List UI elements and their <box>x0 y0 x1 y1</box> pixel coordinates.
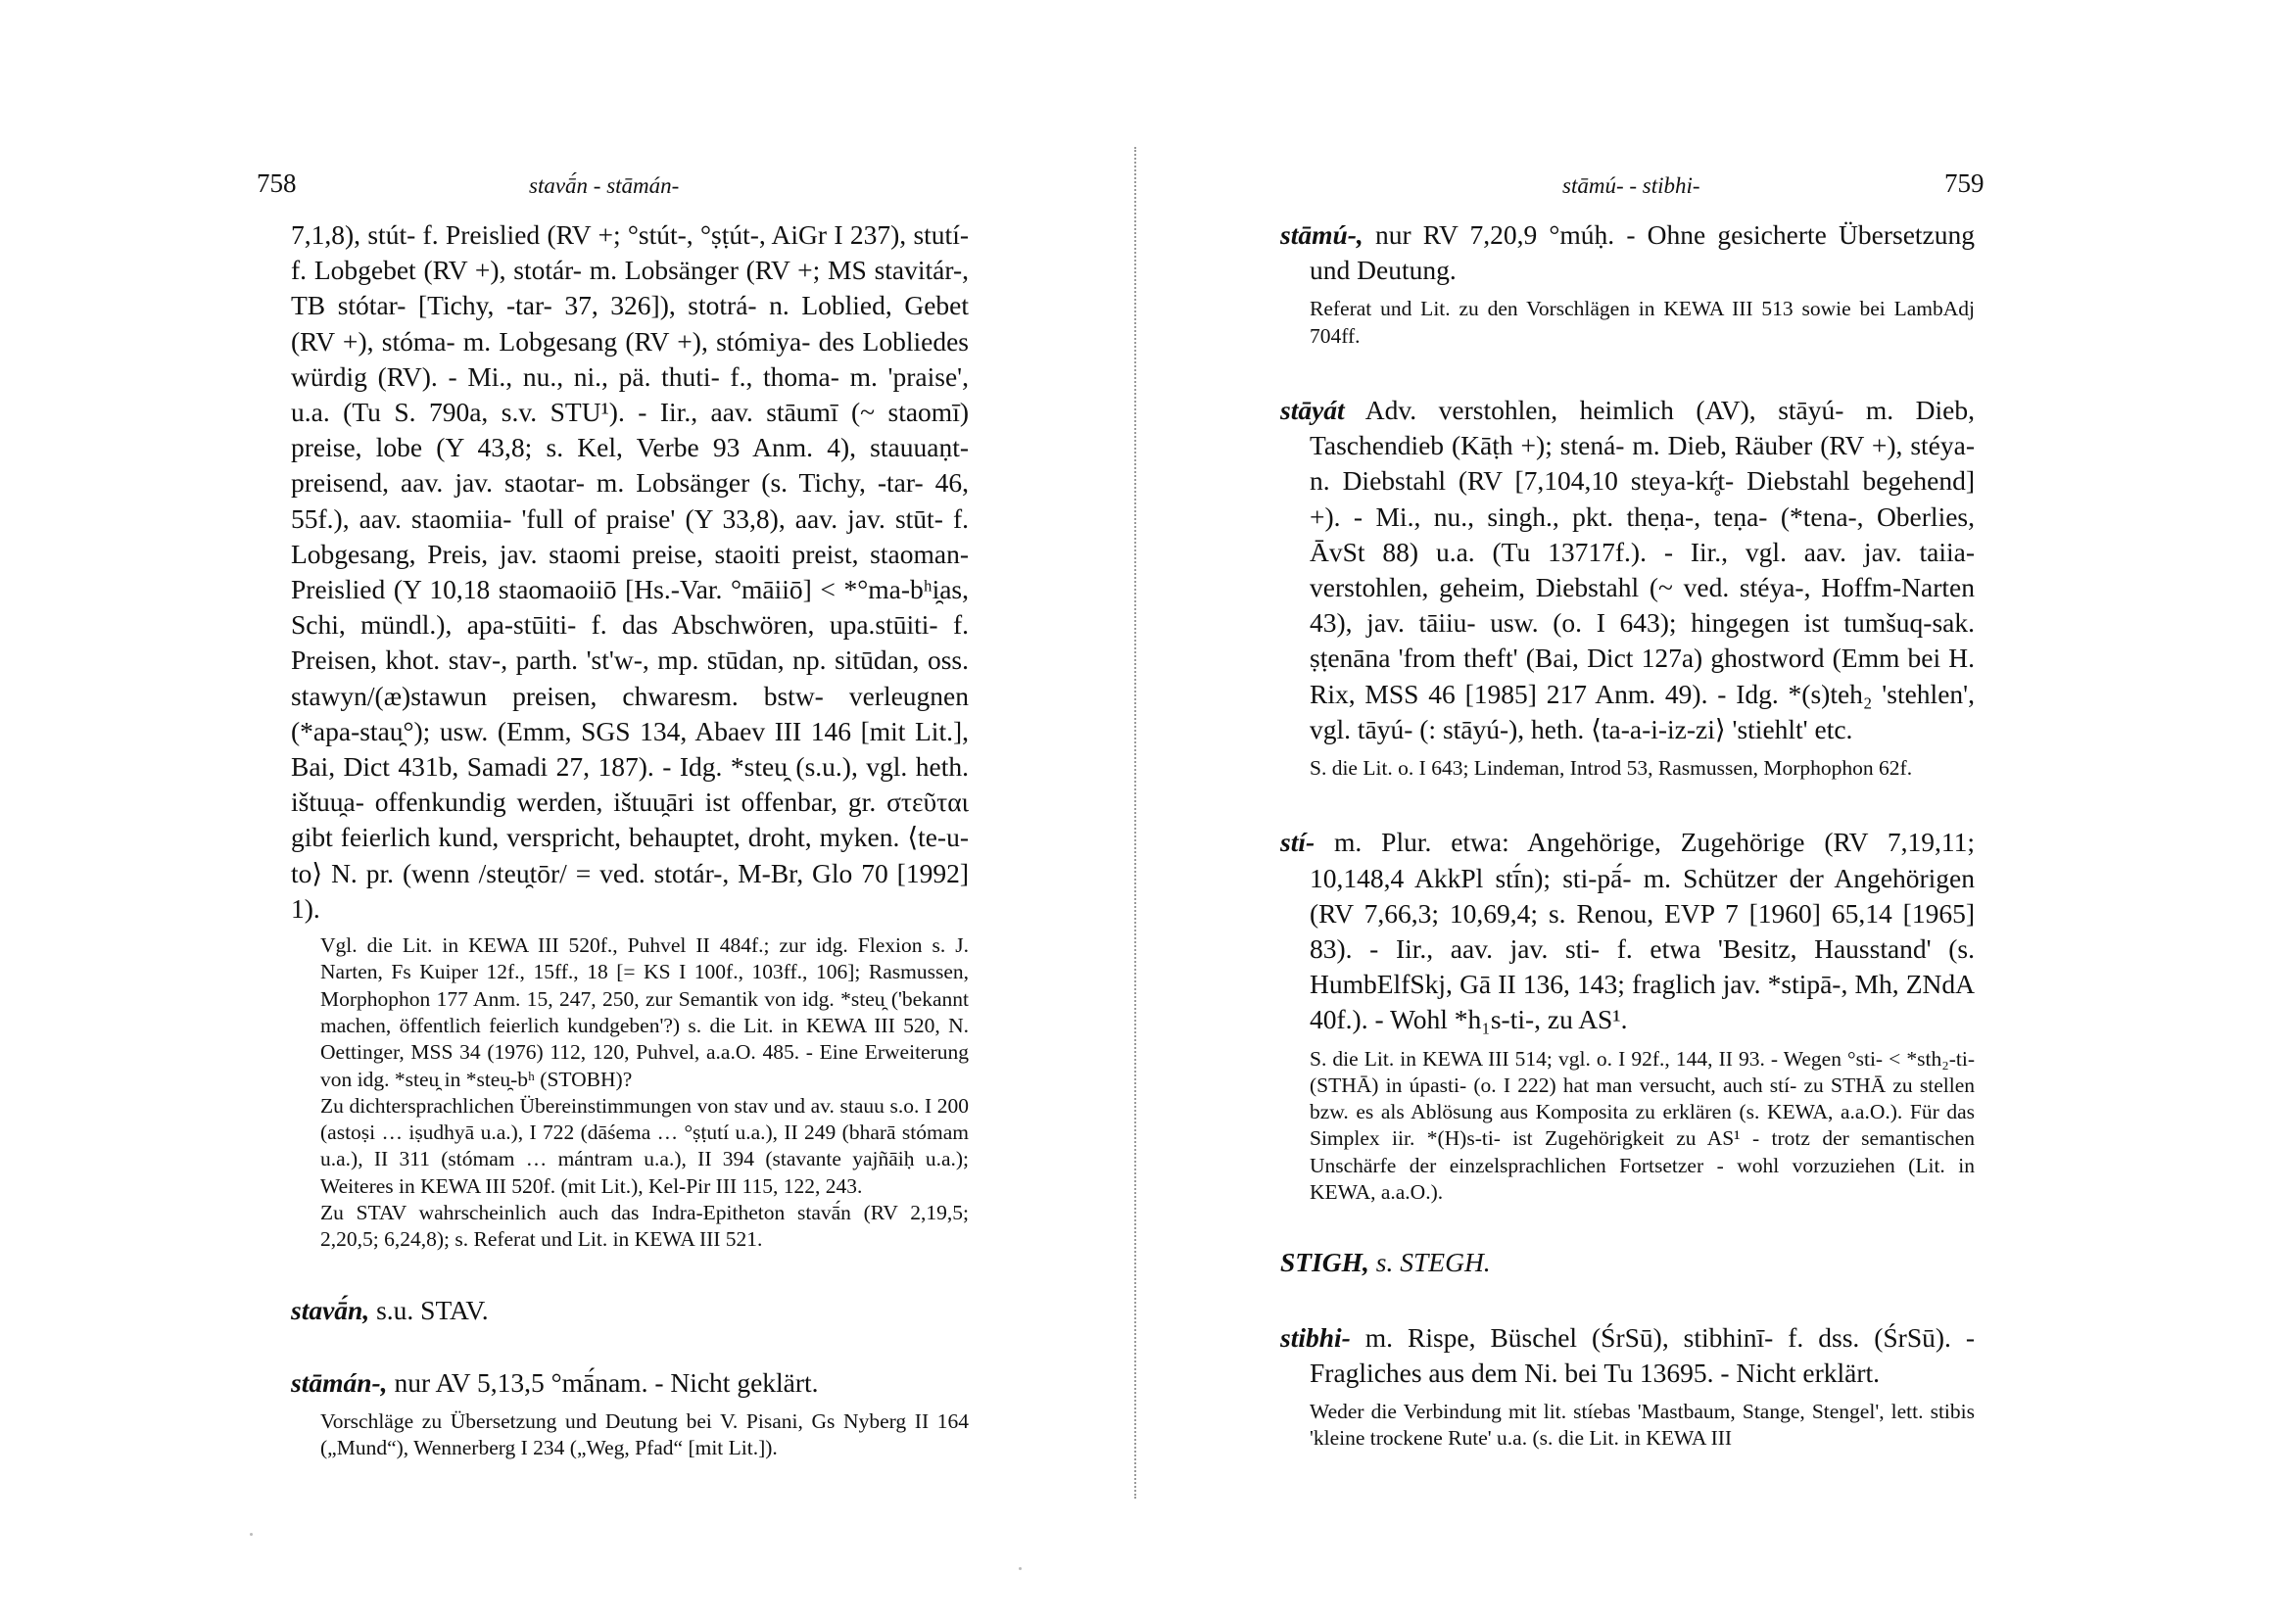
entry-headword: STIGH, <box>1280 1247 1369 1278</box>
reference-note: Zu dichtersprachlichen Übereinstimmungen von stav und av. stauu s.o. I 200 (astoṣi … iṣudhyā u.a.), I 722 (dāśema … °ṣṭutí u.a.), II 249 (bharā stómam u.a.), II 311 (stómam … mántram u.a.), II 394 (stavante yajñāiḥ u.a.); Weiteres in KEWA III 520f. (mit Lit.), Kel-Pir III 115, 122, 243. <box>320 1093 969 1198</box>
page-body <box>291 217 969 1462</box>
dictionary-entry <box>291 1365 969 1462</box>
page-number: 758 <box>257 168 297 198</box>
entry-headword: stāmán-, <box>291 1366 388 1398</box>
reference-note: S. die Lit. in KEWA III 514; vgl. o. I 92f., 144, II 93. - Wegen °sti- < *sth₂-ti- (STHĀ) in úpasti- (o. I 222) hat man versucht, auch stí- zu STHĀ zu stellen bzw. es als Ablösung aus Komposita zu erklären (s. KEWA, a.a.O.). Für das Simplex iir. *(H)s-ti- ist Zugehörigkeit zu AS¹ - trotz der semantischen Unschärfe der einzelsprachlichen Fortsetzer - wohl vorzuziehen (Lit. in KEWA, a.a.O.). <box>1310 1046 1975 1205</box>
reference-note: Weder die Verbindung mit lit. stíebas 'Mastbaum, Stange, Stengel', lett. stibis 'kleine trockene Rute' u.a. (s. die Lit. in KEWA III <box>1310 1399 1975 1451</box>
scan-speck <box>250 1533 253 1536</box>
dictionary-entry <box>1280 1320 1975 1453</box>
reference-note: Zu STAV wahrscheinlich auch das Indra-Epitheton stavā́n (RV 2,19,5; 2,20,5; 6,24,8); s. Referat und Lit. in KEWA III 521. <box>320 1201 969 1252</box>
page-number: 759 <box>1944 168 1985 198</box>
reference-note: Vgl. die Lit. in KEWA III 520f., Puhvel II 484f.; zur idg. Flexion s. J. Narten, Fs Kuiper 12f., 15ff., 18 [= KS I 100f., 103ff., 106]; Rasmussen, Morphophon 177 Anm. 15, 247, 250, zur Semantik von idg. *steu̯ ('bekannt machen, öffentlich feierlich kundgeben'?) s. die Lit. in KEWA III 520, N. Oettinger, MSS 34 (1976) 112, 120, Puhvel, a.a.O. 485. - Eine Erweiterung von idg. *steu̯ in *steu̯-bʰ (STOBH)? <box>320 933 969 1091</box>
running-head: stāmú- - stibhi- <box>1562 173 1700 198</box>
entry-headword: stāmú-, <box>1280 219 1363 250</box>
entry-text: m. Rispe, Büschel (ŚrSū), stibhinī- f. dss. (ŚrSū). - Fragliches aus dem Ni. bei Tu 13695. - Nicht erklärt. <box>1310 1321 1976 1388</box>
entry-headword: stavā́n, <box>291 1294 370 1325</box>
dictionary-entry <box>291 1293 969 1328</box>
entry-headword: stí- <box>1280 827 1315 858</box>
reference-note: Referat und Lit. zu den Vorschlägen in KEWA III 513 sowie bei LambAdj 704ff. <box>1310 297 1975 348</box>
entry-text: nur AV 5,13,5 °mā́nam. - Nicht geklärt. <box>394 1366 819 1398</box>
entry-text: s.u. STAV. <box>376 1294 489 1325</box>
dictionary-entry <box>1280 825 1975 1206</box>
reference-note: Vorschläge zu Übersetzung und Deutung bei V. Pisani, Gs Nyberg II 164 („Mund“), Wennerberg I 234 („Weg, Pfad“ [mit Lit.]). <box>320 1409 969 1460</box>
continued-entry-text: 7,1,8), stút- f. Preislied (RV +; °stút-, °ṣṭút-, AiGr I 237), stutí- f. Lobgebet (RV +), stotár- m. Lobsänger (RV +; MS stavitár-, TB stótar- [Tichy, -tar- 37, 326]), stotrá- n. Loblied, Gebet (RV +), stóma- m. Lobgesang (RV +), stómiya- des Lobliedes würdig (RV). - Mi., nu., ni., pä. thuti- f., thoma- m. 'praise', u.a. (Tu S. 790a, s.v. STU¹). - Iir., aav. stāumī (~ staomī) preise, lobe (Y 43,8; s. Kel, Verbe 93 Anm. 4), stauuaṇt- preisend, aav. jav. staotar- m. Lobsänger (s. Tichy, -tar- 46, 55f.), aav. staomiia- 'full of praise' (Y 33,8), aav. jav. stūt- f. Lobgesang, Preis, jav. staomi preise, staoiti preist, staoman- Preislied (Y 10,18 staomaoiiō [Hs.-Var. °māiiō] < *°ma-bʰi̯as, Schi, mündl.), apa-stūiti- f. das Abschwören, upa.stūiti- f. Preisen, khot. stav-, parth. 'st'w-, mp. stūdan, np. sitūdan, oss. stawyn/(æ)stawun preisen, chwaresm. bstw- verleugnen (*apa-stau̯°); usw. (Emm, SGS 134, Abaev III 146 [mit Lit.], Bai, Dict 431b, Samadi 27, 187). - Idg. *steu̯ (s.u.), vgl. heth. ištuu̯a- offenkundig werden, ištuu̯āri ist offenbar, gr. στεῦται gibt feierlich kund, verspricht, behauptet, droht, myken. ⟨te-u-to⟩ N. pr. (wenn /steu̯tōr/ = ved. stotár-, M-Br, Glo 70 [1992] 1). <box>291 219 969 924</box>
entry-text: Adv. verstohlen, heimlich (AV), stāyú- m. Dieb, Taschendieb (Kāṭh +); stená- m. Dieb, Räuber (RV +), stéya- n. Diebstahl (RV [7,104,10 steya-kŕ̥t- Diebstahl begehend] +). - Mi., nu., singh., pkt. theṇa-, teṇa- (*tena-, Oberlies, ĀvSt 88) u.a. (Tu 13717f.). - Iir., vgl. aav. jav. taiia- verstohlen, geheim, Diebstahl (~ ved. stéya-, Hoffm-Narten 43), jav. tāiiu- usw. (o. I 643); hingegen ist tumšuq-sak. ṣṭenāna 'from theft' (Bai, Dict 127a) ghostword (Emm bei H. Rix, MSS 46 [1985] 217 Anm. 49). - Idg. *(s)teh₂ 'stehlen', vgl. tāyú- (: stāyú-), heth. ⟨ta-a-i-iz-zi⟩ 'stiehlt' etc. <box>1310 395 1976 744</box>
page-gutter <box>1134 147 1136 1499</box>
entry-text: nur RV 7,20,9 °múḥ. - Ohne gesicherte Übersetzung und Deutung. <box>1310 219 1975 286</box>
scan-speck <box>1019 1567 1022 1570</box>
running-head: stavā́n - stāmán- <box>529 173 680 198</box>
reference-note: S. die Lit. o. I 643; Lindeman, Introd 53, Rasmussen, Morphophon 62f. <box>1310 756 1913 781</box>
entry-headword: stibhi- <box>1280 1321 1351 1353</box>
dictionary-entry <box>1280 1245 1975 1280</box>
dictionary-entry <box>1280 393 1975 782</box>
entry-text: s. STEGH. <box>1375 1247 1491 1278</box>
dictionary-entry <box>1280 217 1975 350</box>
page-body <box>1280 217 1975 1453</box>
entry-text: m. Plur. etwa: Angehörige, Zugehörige (RV 7,19,11; 10,148,4 AkkPl stī́n); sti-pā́- m. Schützer der Angehörigen (RV 7,66,3; 10,69,4; s. Renou, EVP 7 [1960] 65,14 [1965] 83). - Iir., aav. jav. sti- f. etwa 'Besitz, Hausstand' (s. HumbElfSkj, Gā II 136, 143; fraglich jav. *stipā-, Mh, ZNdA 40f.). - Wohl *h₁s-ti-, zu AS¹. <box>1310 827 1975 1035</box>
entry-headword: stāyát <box>1280 395 1345 425</box>
